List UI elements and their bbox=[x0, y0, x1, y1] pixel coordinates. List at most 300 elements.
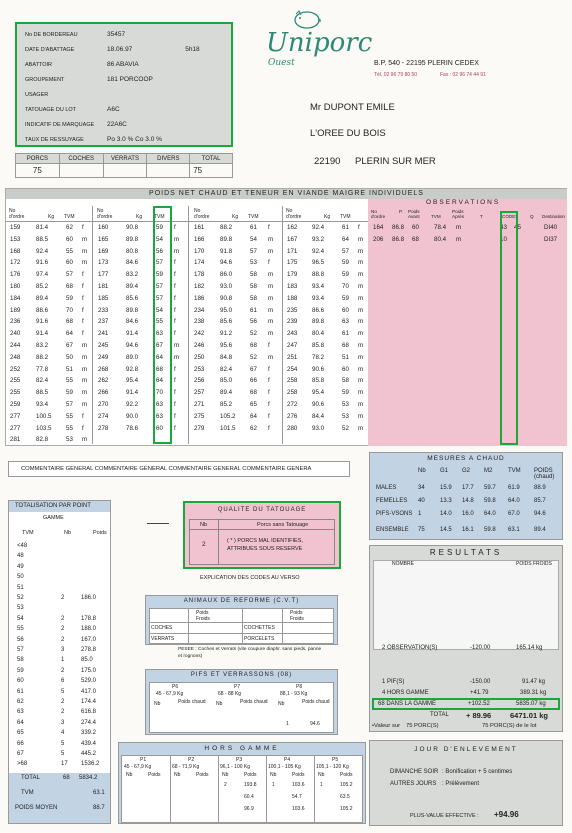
plus-value-label: PLUS-VALUE EFFECTIVE : bbox=[410, 813, 479, 819]
weight-sex: m bbox=[358, 271, 364, 279]
weight-kg: 91.6 bbox=[36, 259, 49, 267]
weight-tvm: 56 bbox=[156, 247, 163, 255]
recipient-name: Mr DUPONT EMILE bbox=[310, 102, 395, 113]
observation-cell: 206 bbox=[373, 235, 384, 243]
mesures-box bbox=[369, 452, 563, 540]
mesures-grid bbox=[370, 465, 562, 539]
weight-sex: f bbox=[268, 424, 270, 432]
observation-cell: DI40 bbox=[544, 224, 558, 231]
weight-order-no: 189 bbox=[10, 306, 21, 314]
mesures-value: 14.0 bbox=[440, 511, 452, 517]
weight-order-no: 153 bbox=[10, 235, 21, 243]
weights-title: POIDS NET CHAUD ET TENEUR EN VIANDE MAIGRE INDIVIDUELS bbox=[6, 189, 567, 199]
count-value bbox=[147, 164, 190, 178]
weight-order-no: 184 bbox=[10, 294, 21, 302]
weight-kg: 95.4 bbox=[312, 389, 325, 397]
weight-tvm: 51 bbox=[342, 353, 349, 361]
tot-tvm: 56 bbox=[17, 636, 24, 643]
weight-tvm: 55 bbox=[156, 318, 163, 326]
weight-tvm: 68 bbox=[66, 318, 73, 326]
hg-header: P5 bbox=[332, 757, 339, 763]
weight-sex: f bbox=[174, 412, 176, 420]
tatouage-value: A6C bbox=[107, 106, 120, 113]
mesures-value: 16.1 bbox=[462, 527, 474, 533]
pifs-sub: Nb bbox=[278, 701, 285, 707]
mesures-value: 64.0 bbox=[508, 498, 520, 504]
weight-kg: 84.6 bbox=[126, 318, 139, 326]
mesures-header: G2 bbox=[462, 468, 471, 474]
weight-tvm: 57 bbox=[250, 247, 257, 255]
weight-sex: f bbox=[268, 377, 270, 385]
weight-sex: f bbox=[82, 224, 84, 231]
weight-tvm: 68 bbox=[156, 365, 163, 373]
codes-highlight bbox=[500, 211, 518, 445]
weight-kg: 92.4 bbox=[312, 224, 325, 231]
weight-sex: m bbox=[268, 235, 274, 243]
weight-sex: f bbox=[268, 342, 270, 349]
weights-col-headers bbox=[6, 206, 368, 222]
hg-value: 1 bbox=[320, 782, 323, 788]
weight-sex: f bbox=[268, 401, 270, 408]
ressuyage-value: Po 3.0 % Co 3.0 % bbox=[107, 136, 162, 143]
weight-sex: m bbox=[358, 412, 364, 420]
weight-kg: 78.2 bbox=[312, 353, 325, 361]
weight-tvm: 61 bbox=[250, 224, 257, 231]
mesures-value: 59.8 bbox=[484, 527, 496, 533]
tot-tvm: 59 bbox=[17, 667, 24, 674]
col-no-header: No d'ordre bbox=[286, 208, 302, 220]
obs-header: Poids Après bbox=[452, 209, 465, 219]
pifs-value: 94.6 bbox=[310, 721, 320, 727]
weight-sex: m bbox=[174, 342, 180, 349]
weight-sex: f bbox=[82, 318, 84, 326]
weight-order-no: 259 bbox=[10, 401, 21, 408]
mesures-value: 85.7 bbox=[534, 498, 546, 504]
general-comment: COMMENTAIRE GENERAL COMMENTAIRE GENERAL COMMENTAIRE GENERAL COMMENTAIRE GENERA bbox=[8, 461, 350, 477]
hors-gamme-title: HORS GAMME bbox=[204, 745, 280, 752]
pifs-sub: Nb bbox=[154, 701, 161, 707]
observation-cell: 86.8 bbox=[392, 235, 405, 243]
tot-tvm: 48 bbox=[17, 553, 24, 560]
weight-tvm: 67 bbox=[156, 342, 163, 349]
mesures-header: TVM bbox=[508, 468, 521, 474]
weight-sex: f bbox=[174, 377, 176, 385]
weight-tvm: 63 bbox=[156, 401, 163, 408]
weight-kg: 86.6 bbox=[312, 306, 325, 314]
col-no-header: No d'ordre bbox=[97, 208, 113, 220]
weight-order-no: 176 bbox=[10, 271, 21, 279]
weight-sex: m bbox=[174, 353, 180, 361]
groupement-value: 181 PORCOOP bbox=[107, 76, 153, 83]
weight-sex: m bbox=[268, 247, 274, 255]
valeur-text2: 75 PORC(S) de le lot bbox=[482, 723, 537, 729]
weight-sex: f bbox=[82, 412, 84, 420]
weight-sex: m bbox=[358, 235, 364, 243]
abattoir-label: ABATTOIR bbox=[25, 61, 52, 68]
weight-sex: m bbox=[268, 294, 274, 302]
tot-tvm: 57 bbox=[17, 647, 24, 653]
tot-poids: 274.4 bbox=[81, 719, 97, 726]
tot-nb: 2 bbox=[61, 709, 65, 716]
weight-tvm: 59 bbox=[342, 294, 349, 302]
weight-sex: m bbox=[358, 401, 364, 408]
mesures-header: G1 bbox=[440, 468, 449, 474]
tot-header-poids: Poids bbox=[93, 530, 107, 536]
lot-info-box bbox=[15, 22, 233, 147]
total-value: + 89.96 bbox=[466, 711, 492, 720]
count-header: TOTAL bbox=[190, 154, 233, 164]
weight-kg: 103.5 bbox=[36, 424, 52, 432]
weight-tvm: 59 bbox=[66, 294, 73, 302]
weight-kg: 105.2 bbox=[220, 412, 236, 420]
total-nb: 68 bbox=[63, 775, 70, 781]
weight-kg: 85.2 bbox=[220, 401, 233, 408]
weight-tvm: 53 bbox=[342, 412, 349, 420]
weight-kg: 85.6 bbox=[126, 294, 139, 302]
obs-header: CODES bbox=[502, 214, 519, 219]
weight-kg: 90.0 bbox=[126, 412, 139, 420]
enlevement-line1-label: DIMANCHE SOIR bbox=[390, 769, 439, 775]
observations-grid bbox=[370, 224, 567, 264]
weight-kg: 91.8 bbox=[220, 247, 233, 255]
weight-sex: f bbox=[82, 283, 84, 290]
weight-kg: 88.6 bbox=[36, 306, 49, 314]
weight-tvm: 57 bbox=[342, 247, 349, 255]
weight-sex: m bbox=[82, 353, 88, 361]
hg-value: 103.6 bbox=[292, 806, 305, 812]
obs-header: Q bbox=[530, 214, 534, 219]
weight-kg: 89.4 bbox=[220, 389, 233, 397]
col-kg-header: Kg bbox=[136, 214, 143, 220]
weight-order-no: 181 bbox=[98, 283, 109, 290]
mesures-value: 67.0 bbox=[508, 511, 520, 517]
weight-order-no: 237 bbox=[98, 318, 109, 326]
result-label: 1 PIF(S) bbox=[382, 679, 405, 685]
pifs-value: 1 bbox=[286, 721, 289, 727]
count-header: COCHES bbox=[59, 154, 103, 164]
weight-order-no: 233 bbox=[98, 306, 109, 314]
count-header: PORCS bbox=[16, 154, 60, 164]
weight-order-no: 249 bbox=[98, 353, 109, 361]
weight-kg: 84.6 bbox=[126, 259, 139, 267]
result-label: 2 OBSERVATION(S) bbox=[382, 645, 438, 651]
mesures-row-label: PIFS-VSONS bbox=[376, 511, 413, 517]
hg-sub: Nb bbox=[318, 772, 325, 778]
hg-range: 96,1 - 100 Kg bbox=[220, 764, 251, 770]
weight-kg: 83.2 bbox=[36, 342, 49, 349]
weight-sex: m bbox=[82, 389, 88, 397]
weight-tvm: 63 bbox=[156, 412, 163, 420]
weight-order-no: 172 bbox=[10, 259, 21, 267]
weight-kg: 89.8 bbox=[312, 318, 325, 326]
pifs-header: P7 bbox=[234, 684, 241, 690]
mesures-value: 89.4 bbox=[534, 527, 546, 533]
recipient-postal: 22190 bbox=[314, 156, 341, 167]
weight-order-no: 262 bbox=[98, 377, 109, 385]
qualite-header-nb: Nb bbox=[200, 522, 208, 528]
weight-sex: f bbox=[174, 306, 176, 314]
mesures-row-label: FEMELLES bbox=[376, 498, 408, 504]
weight-order-no: 236 bbox=[10, 318, 21, 326]
weight-tvm: 68 bbox=[66, 283, 73, 290]
hg-sub: Nb bbox=[126, 772, 133, 778]
weight-order-no: 170 bbox=[194, 247, 205, 255]
total-label: TOTAL bbox=[430, 712, 449, 718]
weight-kg: 93.4 bbox=[36, 401, 49, 408]
tvm-highlight bbox=[153, 206, 172, 444]
weight-tvm: 70 bbox=[66, 306, 73, 314]
tot-tvm: >68 bbox=[17, 761, 28, 768]
tot-nb: 2 bbox=[61, 626, 65, 633]
mesures-header: Nb bbox=[418, 468, 426, 474]
hg-sub: Nb bbox=[270, 772, 277, 778]
weight-kg: 91.4 bbox=[126, 330, 139, 338]
tot-tvm: 51 bbox=[17, 584, 24, 591]
hg-header: P4 bbox=[284, 757, 291, 763]
count-header: DIVERS bbox=[147, 154, 190, 164]
weight-kg: 77.8 bbox=[36, 365, 49, 373]
tot-tvm: 66 bbox=[17, 740, 24, 747]
weight-kg: 97.4 bbox=[36, 271, 49, 279]
hg-header: P1 bbox=[140, 757, 147, 763]
count-value bbox=[103, 164, 147, 178]
totalisation-section bbox=[8, 500, 111, 824]
observation-cell: 80.4 bbox=[434, 235, 447, 243]
weight-sex: m bbox=[268, 283, 274, 290]
weight-kg: 93.4 bbox=[312, 283, 325, 290]
weight-tvm: 59 bbox=[156, 224, 163, 231]
weight-order-no: 271 bbox=[194, 401, 205, 408]
weight-sex: m bbox=[358, 389, 364, 397]
qualite-tatouage-box bbox=[183, 501, 341, 569]
weight-kg: 93.4 bbox=[312, 294, 325, 302]
pifs-header: P6 bbox=[172, 684, 179, 690]
tot-nb: 3 bbox=[61, 647, 65, 653]
weight-order-no: 175 bbox=[287, 259, 298, 267]
weight-order-no: 266 bbox=[98, 389, 109, 397]
pifs-title: PIFS ET VERRASSONS (08) bbox=[190, 672, 293, 678]
animaux-coches: COCHES bbox=[151, 625, 173, 631]
weight-sex: m bbox=[358, 259, 364, 267]
mesures-value: 34 bbox=[418, 485, 425, 491]
col-no-header: No d'ordre bbox=[194, 208, 210, 220]
date-label: DATE D'ABATTAGE bbox=[25, 46, 75, 53]
weight-sex: m bbox=[174, 235, 180, 243]
tot-nb: 2 bbox=[61, 615, 65, 622]
observation-cell: m bbox=[456, 224, 462, 231]
hg-sub: Poids bbox=[340, 772, 353, 778]
col-no-header: No d'ordre bbox=[9, 208, 25, 220]
tot-nb: 4 bbox=[61, 730, 65, 737]
groupement-label: GROUPEMENT bbox=[25, 76, 65, 83]
tot-nb: 1 bbox=[61, 657, 65, 664]
tot-nb: 5 bbox=[61, 688, 65, 695]
weight-tvm: 70 bbox=[156, 389, 163, 397]
mesures-value: 59.7 bbox=[484, 485, 496, 491]
enlevement-box bbox=[369, 740, 563, 826]
weight-tvm: 63 bbox=[342, 318, 349, 326]
weight-sex: m bbox=[358, 330, 364, 338]
weight-kg: 92.4 bbox=[312, 247, 325, 255]
animaux-col2: Poids Froids bbox=[290, 610, 304, 622]
weight-tvm: 55 bbox=[66, 377, 73, 385]
weight-order-no: 274 bbox=[98, 412, 109, 420]
tot-tvm: 55 bbox=[17, 626, 24, 633]
weight-tvm: 67 bbox=[66, 342, 73, 349]
tot-poids: 616.8 bbox=[81, 709, 97, 716]
weight-order-no: 245 bbox=[98, 342, 109, 349]
weight-order-no: 277 bbox=[10, 412, 21, 420]
weight-tvm: 59 bbox=[342, 271, 349, 279]
weight-sex: f bbox=[268, 259, 270, 267]
weight-sex: f bbox=[174, 401, 176, 408]
weight-order-no: 167 bbox=[287, 235, 298, 243]
weight-tvm: 55 bbox=[66, 424, 73, 432]
weight-tvm: 57 bbox=[156, 283, 163, 290]
weight-sex: m bbox=[358, 318, 364, 326]
weight-order-no: 160 bbox=[98, 224, 109, 231]
weight-sex: m bbox=[358, 294, 364, 302]
weight-kg: 82.4 bbox=[220, 365, 233, 373]
weight-tvm: 60 bbox=[66, 235, 73, 243]
weight-tvm: 58 bbox=[342, 377, 349, 385]
tot-nb: 2 bbox=[61, 636, 65, 643]
weight-tvm: 59 bbox=[342, 389, 349, 397]
weight-sex: m bbox=[358, 353, 364, 361]
result-value: +102.52 bbox=[468, 701, 490, 707]
usager-label: USAGER bbox=[25, 91, 49, 98]
hg-value: 105.2 bbox=[340, 782, 353, 788]
count-header: VERRATS bbox=[103, 154, 147, 164]
animaux-verrats: VERRATS bbox=[151, 636, 175, 642]
total-poids: 5834.2 bbox=[79, 775, 98, 781]
tot-nb: 2 bbox=[61, 595, 65, 601]
count-value: 75 bbox=[16, 164, 60, 178]
weight-tvm: 62 bbox=[250, 424, 257, 432]
brand-tel: Tél. 02 96 79 80 50 bbox=[374, 72, 418, 78]
mesures-value: 88.9 bbox=[534, 485, 546, 491]
weight-tvm: 57 bbox=[156, 294, 163, 302]
weight-sex: f bbox=[268, 224, 270, 231]
tot-poids: 417.0 bbox=[81, 688, 97, 695]
pifs-range: 45 - 67,9 Kg bbox=[156, 691, 184, 697]
weight-sex: m bbox=[82, 401, 88, 408]
weight-kg: 89.8 bbox=[126, 306, 139, 314]
weight-order-no: 256 bbox=[194, 377, 205, 385]
weight-tvm: 57 bbox=[66, 401, 73, 408]
pifs-box bbox=[145, 669, 338, 735]
animaux-title: ANIMAUX DE REFORME (C.V.T) bbox=[183, 598, 300, 604]
weight-sex: f bbox=[174, 389, 176, 397]
weight-kg: 80.4 bbox=[312, 330, 325, 338]
weight-kg: 94.6 bbox=[126, 342, 139, 349]
enlevement-line2-label: AUTRES JOURS bbox=[390, 781, 437, 787]
weight-sex: f bbox=[268, 412, 270, 420]
marquage-value: 22A6C bbox=[107, 121, 127, 128]
tot-poids: 167.0 bbox=[81, 636, 97, 643]
brand-fax: Fax : 02 96 74 44 91 bbox=[440, 72, 486, 78]
weight-kg: 93.0 bbox=[312, 424, 325, 432]
pifs-header: P8 bbox=[296, 684, 303, 690]
weight-tvm: 63 bbox=[156, 330, 163, 338]
weight-tvm: 56 bbox=[250, 318, 257, 326]
hors-gamme-grid bbox=[121, 755, 363, 823]
col-tvm-header: TVM bbox=[64, 214, 75, 220]
animal-counts-table bbox=[15, 153, 233, 178]
valeur-label: •Valeur sur bbox=[372, 723, 401, 729]
tot-tvm: <48 bbox=[17, 543, 28, 549]
mesures-header: M2 bbox=[484, 468, 493, 474]
weight-tvm: 65 bbox=[250, 401, 257, 408]
weight-order-no: 243 bbox=[287, 330, 298, 338]
weight-kg: 85.2 bbox=[36, 283, 49, 290]
weight-kg: 88.5 bbox=[36, 389, 49, 397]
plus-value: +94.96 bbox=[494, 810, 519, 819]
observation-cell: 60 bbox=[412, 224, 419, 231]
col-tvm-header: TVM bbox=[248, 214, 259, 220]
weight-kg: 95.0 bbox=[220, 306, 233, 314]
hg-range: 68 - 71,9 Kg bbox=[172, 764, 200, 770]
marquage-label: INDICATIF DE MARQUAGE bbox=[25, 121, 95, 128]
weight-order-no: 234 bbox=[194, 306, 205, 314]
tot-poids: 445.2 bbox=[81, 751, 97, 757]
hg-header: P2 bbox=[188, 757, 195, 763]
weight-order-no: 244 bbox=[10, 342, 21, 349]
weight-sex: m bbox=[358, 424, 364, 432]
weight-tvm: 53 bbox=[250, 259, 257, 267]
valeur-text: 75 PORC(S) bbox=[406, 723, 439, 729]
observation-cell: 10 bbox=[500, 235, 507, 243]
weight-tvm: 68 bbox=[250, 389, 257, 397]
totalisation-title: TOTALISATION PAR POINT bbox=[9, 501, 110, 512]
tot-header-tvm: TVM bbox=[22, 530, 34, 536]
weight-tvm: 54 bbox=[156, 306, 163, 314]
weight-order-no: 235 bbox=[287, 306, 298, 314]
weight-order-no: 248 bbox=[10, 353, 21, 361]
weight-order-no: 276 bbox=[287, 412, 298, 420]
tot-poids: 439.4 bbox=[81, 740, 97, 747]
mesures-value: 61.9 bbox=[508, 485, 520, 491]
weight-order-no: 241 bbox=[98, 330, 109, 338]
weight-tvm: 61 bbox=[250, 306, 257, 314]
weight-order-no: 272 bbox=[287, 401, 298, 408]
weight-sex: m bbox=[82, 365, 88, 373]
weight-tvm: 52 bbox=[250, 353, 257, 361]
obs-col-headers bbox=[370, 206, 567, 222]
hg-sub: Nb bbox=[174, 772, 181, 778]
hg-value: 2 bbox=[224, 782, 227, 788]
tot-nb: 2 bbox=[61, 699, 65, 705]
poids-moyen-label: POIDS MOYEN bbox=[15, 805, 58, 811]
hg-sub: Poids bbox=[148, 772, 161, 778]
result-weight: 165.14 kg bbox=[516, 645, 543, 651]
hors-gamme-box bbox=[118, 742, 366, 824]
weight-tvm: 54 bbox=[156, 235, 163, 243]
observation-cell: 78.4 bbox=[434, 224, 447, 231]
weight-tvm: 53 bbox=[342, 401, 349, 408]
animaux-cochettes: COCHETTES bbox=[244, 625, 275, 631]
weight-sex: m bbox=[82, 259, 88, 267]
recipient-city: PLERIN SUR MER bbox=[355, 156, 436, 167]
codes-footnote: EXPLICATION DES CODES AU VERSO bbox=[200, 575, 300, 581]
weight-sex: f bbox=[358, 224, 360, 231]
weight-kg: 89.8 bbox=[126, 235, 139, 243]
weight-order-no: 247 bbox=[287, 342, 298, 349]
weight-sex: m bbox=[358, 247, 364, 255]
weight-tvm: 52 bbox=[342, 424, 349, 432]
mesures-value: 13.3 bbox=[440, 498, 452, 504]
hg-range: 105,1 - 120 Kg bbox=[316, 764, 349, 770]
